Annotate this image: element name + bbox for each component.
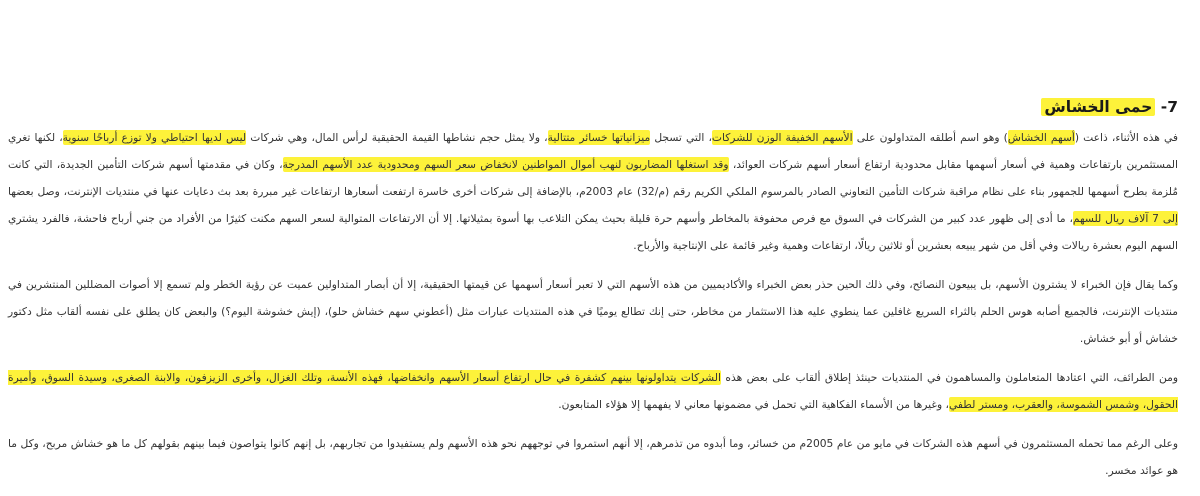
paragraph [8,124,1178,259]
highlighted-text: ليس لديها احتياطي ولا توزع أرباحًا سنوية [62,131,247,144]
article-body [8,96,1178,496]
section-heading [8,96,1178,118]
paragraph [8,430,1178,484]
paragraph [8,364,1178,418]
paragraph-text: ، وغيرها من الأسماء الفكاهية التي تحمل في مضمونها معاني لا يفهمها إلا هؤلاء المتابعون. [558,398,949,411]
paragraph-text: وكما يقال فإن الخبراء لا يشترون الأسهم، بل يبيعون النصائح، وفي ذلك الحين حذر بعض الخبراء والأكاديميين من هذه الأسهم التي لا تعبر أسعار أسهمها عن قيمتها الحقيقية، إلا أن أبصار المتداولين عميت عن رؤية الخطر ولم تسمع إلا أصوات المضللين المنتشرين في منتديات الإنترنت، فالجميع أصابه هوس الحلم بالثراء السريع غافلين عما ينطوي عليه هذا الاستثمار من مخاطر، حتى إنك تطالع يوميًا في هذه المنتديات عبارات مثل (أعطوني سهم خشاش حلو)، (إيش خشوشة اليوم؟) والبعض كان يطلق على نفسه ألقاب مثل دكتور خشاش أو أبو خشاش. [8,278,1178,345]
paragraph-text: ، ما أدى إلى ظهور عدد كبير من الشركات في السوق مع فرص محفوفة بالمخاطر وأسهم حرة قليلة بحيث يمكن التلاعب بها أسوة بمثيلاتها. إلا أن الارتفاعات المتوالية لسعر السهم مكنت كثيرًا من الأفراد من جني أرباح فاحشة، فالفرد يشتري السهم اليوم بعشرة ريالات وفي أقل من شهر يبيعه بعشرين أو ثلاثين ريالًا، ارتفاعات وهمية وغير قائمة على الإنتاجية والأرباح. [8,212,1178,252]
highlighted-text: الشركات يتداولونها بينهم كشفرة في حال ارتفاع أسعار الأسهم وانخفاضها، فهذه الأنسة، وتلك الغزال، وأخرى الزيزفون، والابنة الصغرى، وسيدة السوق، وأميرة الحقول، وشمس الشموسة، والعقرب، ومستر لطفي [8,371,1178,411]
paragraph-text: ، وكان في مقدمتها أسهم شركات التأمين الجديدة، التي كانت مُلزمة بطرح أسهمها للجمهور بناء على نظام مراقبة شركات التأمين التعاوني الصادر بالمرسوم الملكي الكريم رقم (م/32) عام 2003م، بالإضافة إلى شركات أخرى خاسرة ارتفعت أسعارها ارتفاعات غير مبررة بعد بث دعايات عنها في منتديات الإنترنت، وصل بعضها [8,158,1179,198]
paragraph-text: ) وهو اسم أطلقه المتداولون على [852,131,1008,144]
paragraph-text: ومن الطرائف، التي اعتادها المتعاملون والمساهمون في المنتديات حينئذ إطلاق ألقاب على بعض هذه [720,371,1178,384]
highlighted-text: وقد استغلها المضاربون لنهب أموال المواطنين لانخفاض سعر السهم ومحدودية عدد الأسهم المدرجة [282,158,729,171]
section-title: حمى الخشاش [1041,98,1155,116]
paragraph-text: ، لكنها تغري المستثمرين بارتفاعات وهمية في أسعار أسهمها مقابل محدودية ارتفاع أسعار أسهم شركات العوائد، [8,131,1178,171]
highlighted-text: ميزانياتها خسائر متتالية [547,131,651,144]
highlighted-text: أسهم الخشاش [1007,131,1075,144]
paragraph-text: ، ولا يمثل حجم نشاطها القيمة الحقيقية لرأس المال، وهي شركات [246,131,548,144]
paragraphs-container [8,124,1178,484]
paragraph [8,271,1178,352]
highlighted-text: إلى 7 آلاف ريال للسهم [1072,212,1178,225]
highlighted-text: الأسهم الخفيفة الوزن للشركات [711,131,853,144]
section-number: 7- [1160,98,1178,116]
paragraph-text: في هذه الأثناء، ذاعت ( [1074,131,1179,144]
paragraph-text: وعلى الرغم مما تحمله المستثمرون في أسهم هذه الشركات في مايو من عام 2005م من خسائر، وما أبدوه من تذمرهم، إلا أنهم استمروا في توجههم نحو هذه الأسهم ولم يستفيدوا من تجاربهم، بل إنهم كانوا يتواصون فيما بينهم بقولهم كل ما هو خشاش مربح، وكل ما هو عوائد مخسر. [8,437,1179,477]
paragraph-text: ، التي تسجل [650,131,712,144]
